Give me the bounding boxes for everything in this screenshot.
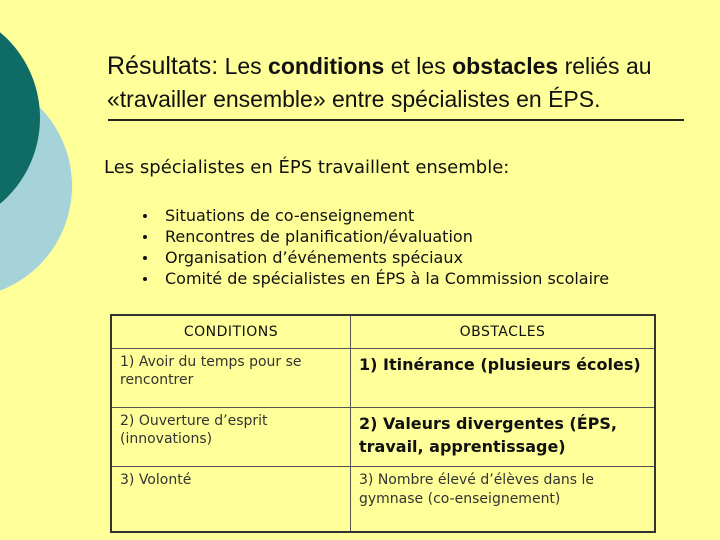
conditions-obstacles-table xyxy=(110,314,656,533)
header-conditions: CONDITIONS xyxy=(111,315,351,349)
table-row xyxy=(111,467,655,533)
obstacle-cell: 1) Itinérance (plusieurs écoles) xyxy=(351,349,656,408)
condition-cell: 1) Avoir du temps pour se rencontrer xyxy=(111,349,351,408)
obstacle-cell: 3) Nombre élevé d’élèves dans le gymnase (co-enseignement) xyxy=(351,467,656,533)
intro-text: Les spécialistes en ÉPS travaillent ensemble: xyxy=(104,157,510,178)
table-header-row xyxy=(111,315,655,349)
condition-cell: 3) Volonté xyxy=(111,467,351,533)
obstacle-cell: 2) Valeurs divergentes (ÉPS, travail, apprentissage) xyxy=(351,408,656,467)
slide-title: Résultats: Les conditions et les obstacles reliés au «travailler ensemble» entre spécialistes en ÉPS. xyxy=(107,52,652,112)
bullet-list xyxy=(143,205,609,289)
table-row xyxy=(111,349,655,408)
bullet-icon xyxy=(143,214,147,218)
header-obstacles: OBSTACLES xyxy=(351,315,656,349)
condition-cell: 2) Ouverture d’esprit (innovations) xyxy=(111,408,351,467)
table-row xyxy=(111,408,655,467)
bullet-icon xyxy=(143,277,147,281)
title-divider xyxy=(108,119,684,121)
bullet-item: Comité de spécialistes en ÉPS à la Commission scolaire xyxy=(143,268,609,289)
bullet-item: Situations de co-enseignement xyxy=(143,205,609,226)
bullet-item: Organisation d’événements spéciaux xyxy=(143,247,609,268)
bullet-icon xyxy=(143,256,147,260)
bullet-item: Rencontres de planification/évaluation xyxy=(143,226,609,247)
bullet-icon xyxy=(143,235,147,239)
